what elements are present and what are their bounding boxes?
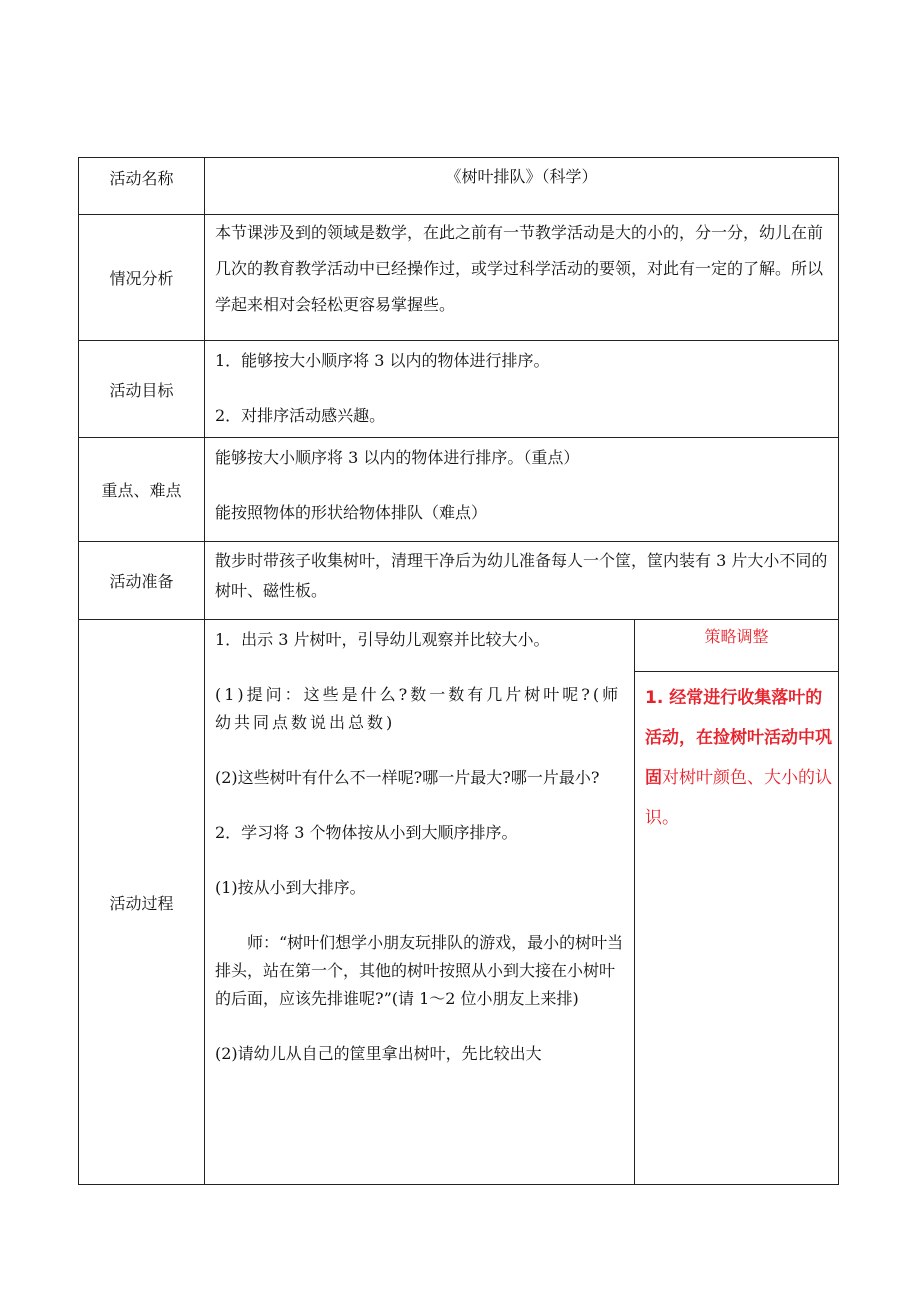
goals-cell — [205, 341, 839, 438]
strategy-note-emphasis: 1. 经常进行收集落叶的活动，在捡树叶活动中巩固 — [645, 688, 832, 788]
process-paragraph: (1)按从小到大排序。 — [215, 878, 366, 897]
activity-plan-table — [78, 157, 839, 1185]
row-preparation — [79, 542, 839, 620]
row-keypoints — [79, 438, 839, 542]
label-preparation: 活动准备 — [79, 542, 205, 620]
label-process: 活动过程 — [79, 620, 205, 1185]
process-steps — [205, 620, 635, 1184]
process-paragraph: (2)请幼儿从自己的筐里拿出树叶，先比较出大 — [215, 1044, 542, 1063]
process-paragraph: 2．学习将 3 个物体按从小到大顺序排序。 — [215, 823, 518, 842]
label-keypoints: 重点、难点 — [79, 438, 205, 542]
process-paragraph: 师：“树叶们想学小朋友玩排队的游戏，最小的树叶当排头，站在第一个，其他的树叶按照从小到大接在小树叶的后面，应该先排谁呢?”(请 1～2 位小朋友上来排) — [215, 933, 624, 1008]
goal-item: 1．能够按大小顺序将 3 以内的物体进行排序。 — [215, 351, 550, 370]
label-activity-name: 活动名称 — [79, 158, 205, 215]
strategy-title: 策略调整 — [635, 620, 838, 672]
process-paragraph: 1．出示 3 片树叶，引导幼儿观察并比较大小。 — [215, 630, 550, 649]
process-split — [205, 620, 838, 1184]
label-situation: 情况分析 — [79, 215, 205, 341]
goal-item: 2．对排序活动感兴趣。 — [215, 406, 386, 425]
row-activity-name — [79, 158, 839, 215]
row-situation — [79, 215, 839, 341]
keypoint-item: 能够按大小顺序将 3 以内的物体进行排序。（重点） — [215, 448, 580, 467]
process-cell — [205, 620, 839, 1185]
activity-title: 《树叶排队》（科学） — [205, 158, 839, 215]
strategy-note-rest: 对树叶颜色、大小的认识。 — [645, 768, 832, 828]
strategy-column — [635, 620, 838, 1184]
row-process — [79, 620, 839, 1185]
keypoints-cell — [205, 438, 839, 542]
situation-text: 本节课涉及到的领域是数学，在此之前有一节教学活动是大的小的，分一分，幼儿在前几次的教育教学活动中已经操作过，或学过科学活动的要领，对此有一定的了解。所以学起来相对会轻松更容易掌握些。 — [205, 215, 839, 341]
row-goals — [79, 341, 839, 438]
strategy-note — [635, 672, 838, 838]
label-goals: 活动目标 — [79, 341, 205, 438]
process-paragraph: (1)提问：这些是什么?数一数有几片树叶呢?(师幼共同点数说出总数) — [215, 685, 622, 732]
process-paragraph: (2)这些树叶有什么不一样呢?哪一片最大?哪一片最小? — [215, 768, 600, 787]
keypoint-item: 能按照物体的形状给物体排队（难点） — [215, 503, 488, 522]
preparation-text: 散步时带孩子收集树叶，清理干净后为幼儿准备每人一个筐，筐内装有 3 片大小不同的树叶、磁性板。 — [205, 542, 839, 620]
